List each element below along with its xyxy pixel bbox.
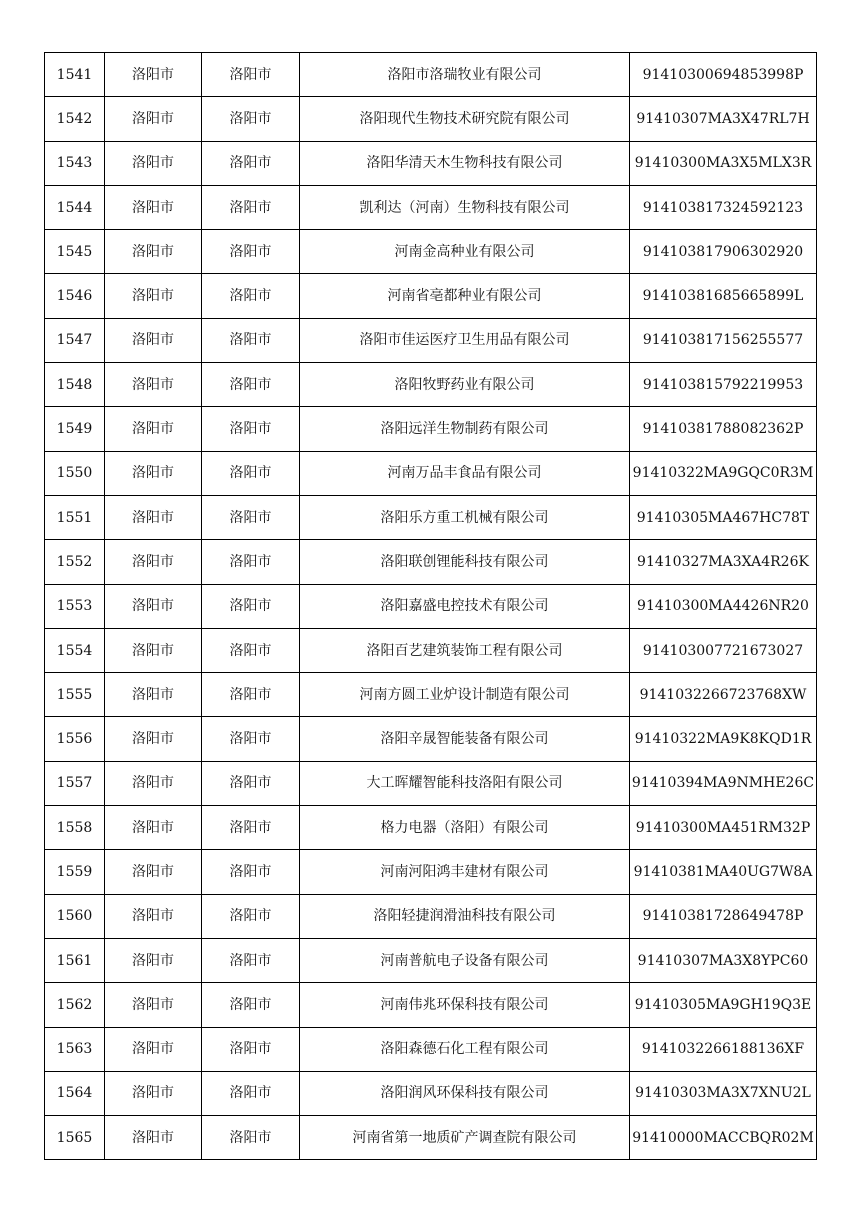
district-cell: 洛阳市: [202, 141, 300, 185]
credit-code-cell: 91410307MA3X8YPC60: [630, 938, 817, 982]
row-number-cell: 1550: [45, 451, 105, 495]
credit-code-cell: 91410000MACCBQR02M: [630, 1116, 817, 1160]
row-number-cell: 1563: [45, 1027, 105, 1071]
company-name-cell: 洛阳现代生物技术研究院有限公司: [300, 97, 630, 141]
company-name-cell: 洛阳华清天木生物科技有限公司: [300, 141, 630, 185]
row-number-cell: 1543: [45, 141, 105, 185]
row-number-cell: 1547: [45, 318, 105, 362]
credit-code-cell: 91410305MA9GH19Q3E: [630, 983, 817, 1027]
district-cell: 洛阳市: [202, 274, 300, 318]
city-cell: 洛阳市: [105, 185, 202, 229]
row-number-cell: 1554: [45, 628, 105, 672]
city-cell: 洛阳市: [105, 451, 202, 495]
district-cell: 洛阳市: [202, 1116, 300, 1160]
city-cell: 洛阳市: [105, 761, 202, 805]
district-cell: 洛阳市: [202, 53, 300, 97]
city-cell: 洛阳市: [105, 540, 202, 584]
company-name-cell: 洛阳远洋生物制药有限公司: [300, 407, 630, 451]
company-name-cell: 洛阳联创锂能科技有限公司: [300, 540, 630, 584]
row-number-cell: 1564: [45, 1071, 105, 1115]
credit-code-cell: 9141032266723768XW: [630, 673, 817, 717]
company-name-cell: 大工晖耀智能科技洛阳有限公司: [300, 761, 630, 805]
credit-code-cell: 91410300MA451RM32P: [630, 806, 817, 850]
district-cell: 洛阳市: [202, 1071, 300, 1115]
company-name-cell: 河南河阳鸿丰建材有限公司: [300, 850, 630, 894]
credit-code-cell: 91410394MA9NMHE26C: [630, 761, 817, 805]
city-cell: 洛阳市: [105, 628, 202, 672]
district-cell: 洛阳市: [202, 185, 300, 229]
city-cell: 洛阳市: [105, 318, 202, 362]
table-row: [45, 97, 817, 141]
credit-code-cell: 91410322MA9GQC0R3M: [630, 451, 817, 495]
city-cell: 洛阳市: [105, 584, 202, 628]
table-row: [45, 185, 817, 229]
district-cell: 洛阳市: [202, 761, 300, 805]
company-name-cell: 洛阳辛晟智能装备有限公司: [300, 717, 630, 761]
credit-code-cell: 914103007721673027: [630, 628, 817, 672]
district-cell: 洛阳市: [202, 407, 300, 451]
city-cell: 洛阳市: [105, 274, 202, 318]
credit-code-cell: 914103817156255577: [630, 318, 817, 362]
credit-code-cell: 91410300MA3X5MLX3R: [630, 141, 817, 185]
district-cell: 洛阳市: [202, 540, 300, 584]
row-number-cell: 1546: [45, 274, 105, 318]
district-cell: 洛阳市: [202, 850, 300, 894]
row-number-cell: 1558: [45, 806, 105, 850]
company-name-cell: 洛阳森德石化工程有限公司: [300, 1027, 630, 1071]
city-cell: 洛阳市: [105, 673, 202, 717]
company-name-cell: 河南普航电子设备有限公司: [300, 938, 630, 982]
credit-code-cell: 91410300MA4426NR20: [630, 584, 817, 628]
city-cell: 洛阳市: [105, 363, 202, 407]
table-row: [45, 938, 817, 982]
table-row: [45, 1071, 817, 1115]
table-row: [45, 274, 817, 318]
table-row: [45, 495, 817, 539]
row-number-cell: 1551: [45, 495, 105, 539]
credit-code-cell: 91410381685665899L: [630, 274, 817, 318]
row-number-cell: 1560: [45, 894, 105, 938]
table-body: [45, 53, 817, 1160]
city-cell: 洛阳市: [105, 983, 202, 1027]
company-name-cell: 河南伟兆环保科技有限公司: [300, 983, 630, 1027]
table-row: [45, 894, 817, 938]
credit-code-cell: 914103817906302920: [630, 230, 817, 274]
district-cell: 洛阳市: [202, 717, 300, 761]
city-cell: 洛阳市: [105, 938, 202, 982]
company-name-cell: 洛阳百艺建筑装饰工程有限公司: [300, 628, 630, 672]
credit-code-cell: 91410300694853998P: [630, 53, 817, 97]
city-cell: 洛阳市: [105, 717, 202, 761]
city-cell: 洛阳市: [105, 850, 202, 894]
city-cell: 洛阳市: [105, 97, 202, 141]
company-name-cell: 洛阳市佳运医疗卫生用品有限公司: [300, 318, 630, 362]
company-name-cell: 洛阳润风环保科技有限公司: [300, 1071, 630, 1115]
credit-code-cell: 91410322MA9K8KQD1R: [630, 717, 817, 761]
company-name-cell: 河南省亳都种业有限公司: [300, 274, 630, 318]
district-cell: 洛阳市: [202, 806, 300, 850]
table-row: [45, 407, 817, 451]
credit-code-cell: 914103815792219953: [630, 363, 817, 407]
table-row: [45, 1027, 817, 1071]
table-row: [45, 318, 817, 362]
credit-code-cell: 914103817324592123: [630, 185, 817, 229]
company-name-cell: 河南方圆工业炉设计制造有限公司: [300, 673, 630, 717]
row-number-cell: 1565: [45, 1116, 105, 1160]
row-number-cell: 1555: [45, 673, 105, 717]
row-number-cell: 1541: [45, 53, 105, 97]
district-cell: 洛阳市: [202, 1027, 300, 1071]
row-number-cell: 1557: [45, 761, 105, 805]
district-cell: 洛阳市: [202, 495, 300, 539]
city-cell: 洛阳市: [105, 1071, 202, 1115]
table-row: [45, 53, 817, 97]
district-cell: 洛阳市: [202, 97, 300, 141]
company-name-cell: 河南金高种业有限公司: [300, 230, 630, 274]
credit-code-cell: 91410327MA3XA4R26K: [630, 540, 817, 584]
table-row: [45, 850, 817, 894]
table-row: [45, 628, 817, 672]
city-cell: 洛阳市: [105, 407, 202, 451]
table-row: [45, 584, 817, 628]
district-cell: 洛阳市: [202, 938, 300, 982]
table-row: [45, 717, 817, 761]
row-number-cell: 1549: [45, 407, 105, 451]
city-cell: 洛阳市: [105, 1027, 202, 1071]
city-cell: 洛阳市: [105, 894, 202, 938]
district-cell: 洛阳市: [202, 673, 300, 717]
company-name-cell: 凯利达（河南）生物科技有限公司: [300, 185, 630, 229]
city-cell: 洛阳市: [105, 1116, 202, 1160]
credit-code-cell: 91410305MA467HC78T: [630, 495, 817, 539]
table-row: [45, 540, 817, 584]
row-number-cell: 1545: [45, 230, 105, 274]
enterprise-table: [44, 52, 817, 1160]
credit-code-cell: 91410307MA3X47RL7H: [630, 97, 817, 141]
district-cell: 洛阳市: [202, 318, 300, 362]
district-cell: 洛阳市: [202, 628, 300, 672]
city-cell: 洛阳市: [105, 806, 202, 850]
district-cell: 洛阳市: [202, 584, 300, 628]
credit-code-cell: 9141032266188136XF: [630, 1027, 817, 1071]
credit-code-cell: 91410381788082362P: [630, 407, 817, 451]
table-row: [45, 363, 817, 407]
table-row: [45, 1116, 817, 1160]
city-cell: 洛阳市: [105, 495, 202, 539]
table-row: [45, 983, 817, 1027]
row-number-cell: 1553: [45, 584, 105, 628]
table-row: [45, 451, 817, 495]
row-number-cell: 1548: [45, 363, 105, 407]
row-number-cell: 1556: [45, 717, 105, 761]
district-cell: 洛阳市: [202, 363, 300, 407]
company-name-cell: 洛阳轻捷润滑油科技有限公司: [300, 894, 630, 938]
credit-code-cell: 91410303MA3X7XNU2L: [630, 1071, 817, 1115]
row-number-cell: 1559: [45, 850, 105, 894]
company-name-cell: 洛阳嘉盛电控技术有限公司: [300, 584, 630, 628]
row-number-cell: 1542: [45, 97, 105, 141]
table-row: [45, 673, 817, 717]
table-row: [45, 141, 817, 185]
table-row: [45, 230, 817, 274]
row-number-cell: 1552: [45, 540, 105, 584]
credit-code-cell: 91410381MA40UG7W8A: [630, 850, 817, 894]
district-cell: 洛阳市: [202, 230, 300, 274]
company-name-cell: 洛阳乐方重工机械有限公司: [300, 495, 630, 539]
company-name-cell: 洛阳市洛瑞牧业有限公司: [300, 53, 630, 97]
table-row: [45, 761, 817, 805]
district-cell: 洛阳市: [202, 451, 300, 495]
row-number-cell: 1562: [45, 983, 105, 1027]
city-cell: 洛阳市: [105, 230, 202, 274]
credit-code-cell: 91410381728649478P: [630, 894, 817, 938]
row-number-cell: 1544: [45, 185, 105, 229]
company-name-cell: 格力电器（洛阳）有限公司: [300, 806, 630, 850]
table-row: [45, 806, 817, 850]
city-cell: 洛阳市: [105, 141, 202, 185]
company-name-cell: 河南省第一地质矿产调查院有限公司: [300, 1116, 630, 1160]
row-number-cell: 1561: [45, 938, 105, 982]
district-cell: 洛阳市: [202, 983, 300, 1027]
city-cell: 洛阳市: [105, 53, 202, 97]
company-name-cell: 洛阳牧野药业有限公司: [300, 363, 630, 407]
district-cell: 洛阳市: [202, 894, 300, 938]
company-name-cell: 河南万品丰食品有限公司: [300, 451, 630, 495]
